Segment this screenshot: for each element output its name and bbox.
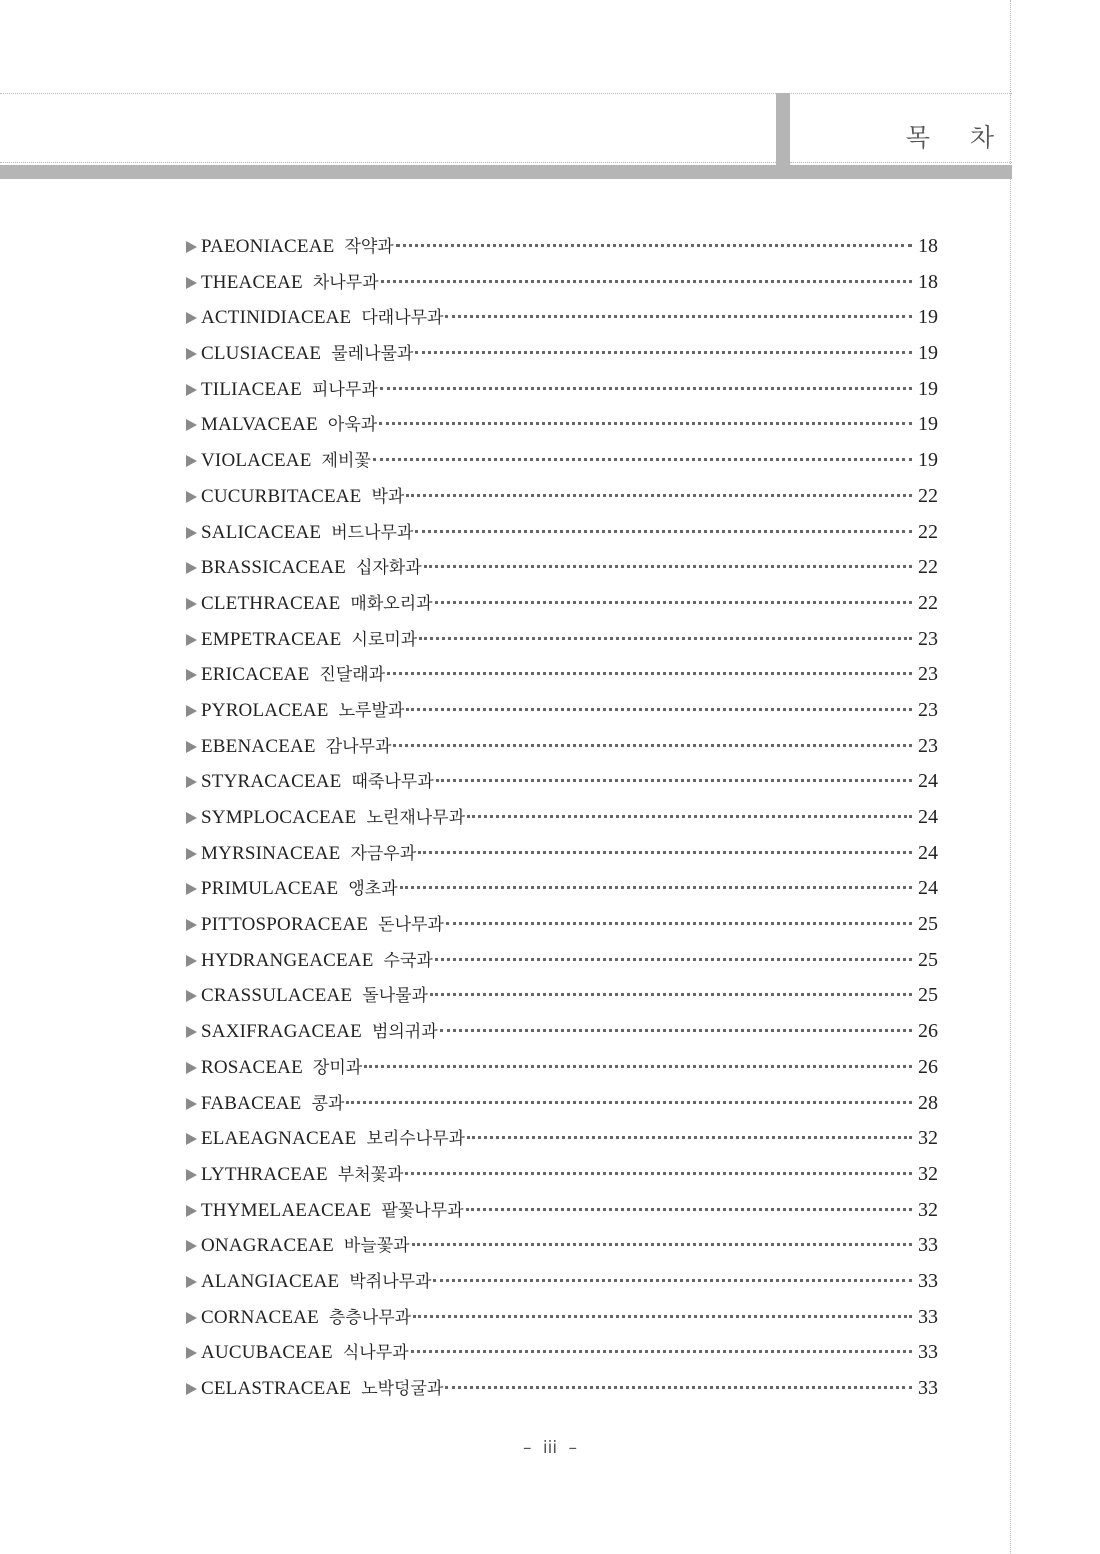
toc-entry[interactable] [186, 732, 938, 768]
toc-entry[interactable] [186, 839, 938, 875]
toc-family-name: TILIACEAE [201, 378, 302, 400]
toc-korean-name: 노린재나무과 [366, 808, 466, 828]
toc-page-number: 32 [918, 1127, 938, 1150]
toc-entry[interactable] [186, 981, 938, 1017]
toc-page-number: 18 [918, 270, 938, 293]
triangle-bullet-icon [186, 384, 197, 396]
toc-family-name: SALICACEAE [201, 521, 322, 543]
toc-page-number: 22 [918, 591, 938, 614]
triangle-bullet-icon [186, 990, 197, 1002]
triangle-bullet-icon [186, 669, 197, 681]
toc-korean-name: 다래나무과 [361, 308, 444, 329]
toc-page-number: 23 [918, 734, 938, 757]
toc-entry[interactable] [186, 660, 938, 696]
triangle-bullet-icon [186, 1240, 197, 1252]
toc-page-number: 23 [918, 663, 938, 686]
toc-dot-leader [364, 1065, 912, 1068]
toc-dot-leader [435, 601, 912, 604]
toc-page-number: 33 [918, 1341, 938, 1364]
toc-entry[interactable] [186, 446, 938, 482]
toc-entry[interactable] [186, 696, 938, 732]
toc-entry[interactable] [186, 1338, 938, 1374]
toc-page-number: 19 [918, 377, 938, 400]
toc-dot-leader [430, 993, 912, 996]
triangle-bullet-icon [186, 812, 197, 824]
header-bottom-dotted-rule-right [790, 162, 1012, 163]
toc-korean-name: 아욱과 [327, 415, 378, 436]
triangle-bullet-icon [186, 241, 197, 253]
toc-family-name: THYMELAEACEAE [201, 1199, 372, 1221]
triangle-bullet-icon [186, 1312, 197, 1324]
triangle-bullet-icon [186, 883, 197, 895]
toc-dot-leader [445, 315, 912, 318]
toc-page-number: 19 [918, 342, 938, 365]
toc-korean-name: 버드나무과 [331, 522, 414, 543]
toc-korean-name: 물레나물과 [331, 344, 414, 365]
page-title: 목 차 [905, 123, 1010, 152]
toc-family-name: CLUSIACEAE [201, 343, 322, 365]
page-number: – iii – [523, 1438, 577, 1458]
toc-entry[interactable] [186, 482, 938, 518]
toc-family-name: BRASSICACEAE [201, 557, 346, 579]
triangle-bullet-icon [186, 848, 197, 860]
toc-family-name: ROSACEAE [201, 1056, 303, 1078]
toc-entry[interactable] [186, 1089, 938, 1125]
triangle-bullet-icon [186, 491, 197, 503]
toc-entry[interactable] [186, 803, 938, 839]
toc-family-name: MALVACEAE [201, 414, 318, 436]
toc-korean-name: 자금우과 [350, 843, 417, 864]
triangle-bullet-icon [186, 741, 197, 753]
toc-dot-leader [419, 637, 912, 640]
toc-entry[interactable] [186, 303, 938, 339]
toc-page-number: 19 [918, 449, 938, 472]
toc-page-number: 33 [918, 1234, 938, 1257]
toc-entry[interactable] [186, 1160, 938, 1196]
toc-dot-leader [406, 494, 912, 497]
toc-family-name: CELASTRACEAE [201, 1378, 352, 1399]
triangle-bullet-icon [186, 527, 197, 539]
toc-korean-name: 돌나물과 [362, 986, 428, 1007]
toc-korean-name: 진달래과 [319, 665, 386, 686]
toc-page-number: 24 [918, 770, 938, 793]
header-gray-bar [0, 165, 1012, 179]
toc-family-name: CRASSULACEAE [201, 985, 353, 1007]
toc-family-name: STYRACACEAE [201, 771, 342, 793]
toc-page-number: 25 [918, 913, 938, 936]
toc-korean-name: 노박덩굴과 [361, 1379, 444, 1399]
toc-entry[interactable] [186, 625, 938, 661]
toc-dot-leader [387, 672, 912, 675]
toc-family-name: FABACEAE [201, 1092, 302, 1114]
toc-page-number: 22 [918, 484, 938, 507]
toc-page-number: 19 [918, 413, 938, 436]
toc-korean-name: 층층나무과 [328, 1307, 412, 1328]
triangle-bullet-icon [186, 1098, 197, 1110]
triangle-bullet-icon [186, 1133, 197, 1145]
toc-entry[interactable] [186, 518, 938, 554]
toc-korean-name: 작약과 [344, 237, 394, 257]
toc-page-number: 28 [918, 1091, 938, 1114]
toc-family-name: MYRSINACEAE [201, 842, 341, 864]
toc-page-number: 26 [918, 1020, 938, 1043]
triangle-bullet-icon [186, 419, 197, 431]
toc-page-number: 32 [918, 1198, 938, 1221]
toc-korean-name: 박과 [371, 486, 405, 507]
toc-korean-name: 콩과 [311, 1093, 345, 1114]
toc-page-number: 33 [918, 1269, 938, 1292]
toc-page-number: 22 [918, 520, 938, 543]
toc-family-name: PRIMULACEAE [201, 878, 339, 900]
toc-page-number: 25 [918, 948, 938, 971]
toc-family-name: HYDRANGEACEAE [201, 949, 374, 971]
toc-page-number: 22 [918, 556, 938, 579]
toc-dot-leader [466, 1208, 912, 1211]
toc-dot-leader [435, 958, 912, 961]
toc-entry[interactable] [186, 910, 938, 946]
toc-dot-leader [415, 530, 912, 533]
triangle-bullet-icon [186, 919, 197, 931]
triangle-bullet-icon [186, 277, 197, 289]
toc-dot-leader [373, 458, 912, 461]
toc-dot-leader [405, 1172, 912, 1175]
triangle-bullet-icon [186, 1276, 197, 1288]
toc-family-name: EMPETRACEAE [201, 628, 342, 650]
header-vertical-block [776, 93, 790, 179]
toc-page-number: 24 [918, 841, 938, 864]
toc-family-name: PAEONIACEAE [201, 236, 335, 257]
toc-dot-leader [424, 565, 912, 568]
toc-entry[interactable] [186, 1124, 938, 1160]
toc-page-number: 24 [918, 806, 938, 828]
toc-page-number: 33 [918, 1305, 938, 1328]
toc-korean-name: 앵초과 [348, 879, 398, 900]
toc-family-name: SAXIFRAGACEAE [201, 1021, 362, 1043]
toc-page-number: 23 [918, 627, 938, 650]
toc-korean-name: 돈나무과 [378, 915, 444, 936]
toc-korean-name: 식나무과 [342, 1343, 409, 1364]
triangle-bullet-icon [186, 1383, 197, 1395]
toc-entry[interactable] [186, 339, 938, 375]
toc-entry[interactable] [186, 767, 938, 803]
toc-korean-name: 감나무과 [325, 736, 392, 757]
toc-korean-name: 피나무과 [312, 379, 378, 400]
toc-family-name: CUCURBITACEAE [201, 485, 362, 507]
toc-korean-name: 팥꽃나무과 [381, 1200, 464, 1221]
toc-dot-leader [445, 1386, 912, 1389]
toc-korean-name: 때죽나무과 [351, 772, 434, 793]
triangle-bullet-icon [186, 1169, 197, 1181]
toc-entry[interactable] [186, 874, 938, 910]
toc-page-number: 33 [918, 1377, 938, 1399]
toc-entry[interactable] [186, 1267, 938, 1303]
toc-korean-name: 십자화과 [355, 558, 422, 579]
toc-korean-name: 바늘꽃과 [343, 1236, 410, 1257]
toc-korean-name: 보리수나무과 [366, 1129, 465, 1150]
toc-dot-leader [415, 351, 912, 354]
toc-dot-leader [467, 815, 912, 818]
toc-family-name: ALANGIACEAE [201, 1270, 340, 1292]
toc-entry[interactable] [186, 1196, 938, 1232]
toc-korean-name: 박쥐나무과 [349, 1271, 432, 1292]
toc-entry[interactable] [186, 1053, 938, 1089]
toc-korean-name: 매화오리과 [350, 593, 433, 614]
triangle-bullet-icon [186, 348, 197, 360]
toc-page-number: 23 [918, 698, 938, 721]
triangle-bullet-icon [186, 312, 197, 324]
toc-dot-leader [436, 779, 912, 782]
toc-korean-name: 장미과 [312, 1057, 363, 1078]
toc-family-name: EBENACEAE [201, 735, 316, 757]
triangle-bullet-icon [186, 1062, 197, 1074]
triangle-bullet-icon [186, 562, 197, 574]
toc-family-name: SYMPLOCACEAE [201, 807, 357, 828]
toc-entry[interactable] [186, 375, 938, 411]
toc-entry[interactable] [186, 232, 938, 268]
toc-dot-leader [380, 387, 912, 390]
toc-dot-leader [440, 1029, 912, 1032]
toc-family-name: ACTINIDIACEAE [201, 307, 352, 329]
toc-dot-leader [413, 1315, 912, 1318]
header-bottom-dotted-rule [0, 162, 776, 163]
toc-family-name: ERICACEAE [201, 664, 310, 686]
toc-dot-leader [412, 1243, 912, 1246]
toc-page-number: 25 [918, 984, 938, 1007]
toc-dot-leader [346, 1101, 912, 1104]
toc-family-name: PITTOSPORACEAE [201, 914, 369, 936]
toc-family-name: VIOLACEAE [201, 450, 312, 472]
toc-entry[interactable] [186, 410, 938, 446]
toc-entry[interactable] [186, 946, 938, 982]
toc-page-number: 26 [918, 1055, 938, 1078]
toc-korean-name: 시로미과 [351, 629, 418, 650]
toc-family-name: PYROLACEAE [201, 699, 329, 721]
toc-family-name: CORNACEAE [201, 1306, 319, 1328]
toc-dot-leader [418, 851, 912, 854]
triangle-bullet-icon [186, 1026, 197, 1038]
toc-family-name: AUCUBACEAE [201, 1342, 333, 1364]
header-top-dotted-rule [0, 93, 1012, 94]
triangle-bullet-icon [186, 955, 197, 967]
toc-entry[interactable] [186, 268, 938, 304]
toc-entry[interactable] [186, 553, 938, 589]
toc-korean-name: 제비꽃 [321, 451, 371, 472]
triangle-bullet-icon [186, 634, 197, 646]
toc-entry[interactable] [186, 589, 938, 625]
toc-dot-leader [411, 1350, 912, 1353]
toc-dot-leader [379, 422, 912, 425]
toc-korean-name: 범의귀과 [371, 1022, 438, 1043]
triangle-bullet-icon [186, 598, 197, 610]
toc-dot-leader [446, 922, 912, 925]
toc-page-number: 24 [918, 877, 938, 900]
toc-dot-leader [467, 1136, 912, 1139]
toc-page-number: 18 [918, 235, 938, 257]
triangle-bullet-icon [186, 1347, 197, 1359]
toc-dot-leader [433, 1279, 912, 1282]
table-of-contents [186, 232, 938, 1410]
triangle-bullet-icon [186, 776, 197, 788]
toc-dot-leader [393, 744, 912, 747]
toc-korean-name: 부처꽃과 [337, 1164, 404, 1185]
toc-page-number: 19 [918, 306, 938, 329]
toc-family-name: LYTHRACEAE [201, 1163, 328, 1185]
triangle-bullet-icon [186, 455, 197, 467]
toc-dot-leader [406, 708, 912, 711]
toc-family-name: ONAGRACEAE [201, 1235, 334, 1257]
toc-dot-leader [396, 244, 912, 247]
toc-dot-leader [400, 886, 912, 889]
triangle-bullet-icon [186, 1205, 197, 1217]
toc-dot-leader [381, 280, 912, 283]
toc-entry[interactable] [186, 1374, 938, 1410]
toc-korean-name: 차나무과 [312, 272, 379, 293]
toc-page-number: 32 [918, 1162, 938, 1185]
toc-family-name: THEACEAE [201, 271, 303, 293]
toc-korean-name: 노루발과 [338, 700, 405, 721]
toc-entry[interactable] [186, 1231, 938, 1267]
toc-korean-name: 수국과 [383, 950, 433, 971]
toc-entry[interactable] [186, 1303, 938, 1339]
toc-entry[interactable] [186, 1017, 938, 1053]
toc-family-name: ELAEAGNACEAE [201, 1128, 357, 1150]
triangle-bullet-icon [186, 705, 197, 717]
toc-family-name: CLETHRACEAE [201, 592, 341, 614]
page-edge-dotted-line [1010, 0, 1011, 1554]
